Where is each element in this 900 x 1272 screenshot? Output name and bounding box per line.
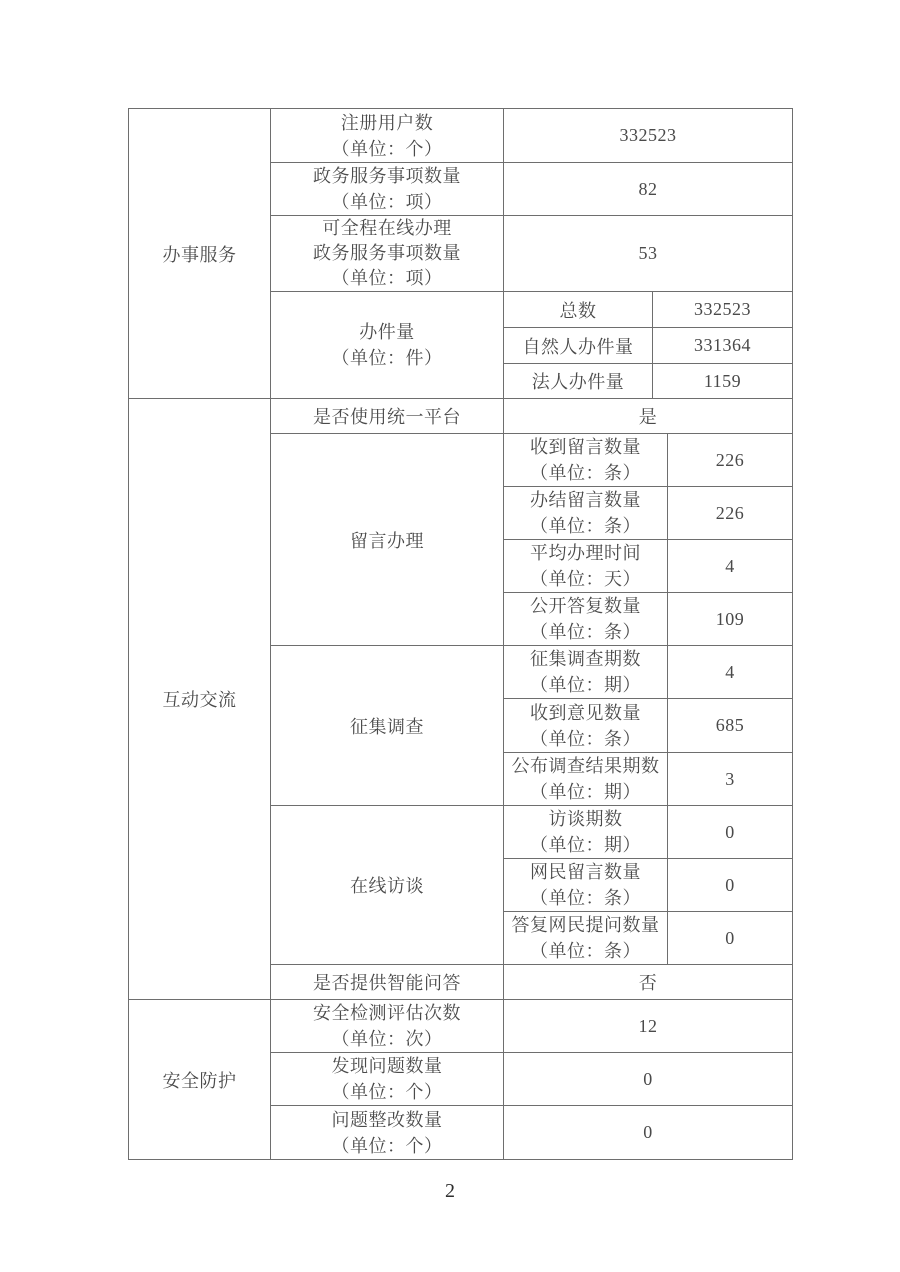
submetric-unit: （单位：条）: [530, 941, 641, 961]
submetric-name: 法人办件量: [531, 372, 625, 392]
submetric-name: 收到意见数量: [530, 702, 641, 723]
metric-name: 安全检测评估次数: [313, 1003, 461, 1023]
submetric-label-cell: [504, 540, 668, 593]
metric-value-cell: 53: [504, 216, 793, 292]
submetric-unit: （单位：条）: [530, 728, 641, 749]
submetric-name: 网民留言数量: [530, 862, 641, 882]
metric-name: 问题整改数量: [331, 1109, 443, 1130]
submetric-value-cell: 0: [668, 912, 793, 965]
metric-label-cell: [271, 109, 504, 163]
metric-name: 政务服务事项数量: [313, 166, 461, 186]
submetric-name: 征集调查期数: [530, 649, 641, 669]
submetric-unit: （单位：条）: [530, 888, 641, 908]
category-cell-security: [129, 1000, 271, 1160]
metric-name: 是否提供智能问答: [313, 973, 461, 993]
metric-label-cell: [271, 1106, 504, 1160]
metric-value-cell: 12: [504, 1000, 793, 1053]
metric-name: 政务服务事项数量: [313, 243, 461, 263]
submetric-name: 办结留言数量: [530, 490, 641, 510]
metric-label-cell: [271, 163, 504, 216]
category-label: 安全防护: [162, 1070, 237, 1091]
submetric-name: 访谈期数: [548, 809, 623, 829]
metric-label-cell: [271, 1053, 504, 1106]
submetric-value-cell: 331364: [653, 328, 793, 364]
submetric-name: 公布调查结果期数: [511, 756, 660, 776]
submetric-value-cell: 0: [668, 806, 793, 859]
submetric-value-cell: 4: [668, 540, 793, 593]
metric-label-cell: [271, 399, 504, 434]
submetric-unit: （单位：期）: [530, 835, 641, 855]
category-cell-interaction: [129, 399, 271, 1000]
annual-report-table: [128, 108, 793, 1160]
group-name: 在线访谈: [350, 876, 424, 896]
submetric-name: 平均办理时间: [530, 543, 641, 563]
metric-unit: （单位：项）: [331, 268, 443, 288]
metric-label-cell: [271, 965, 504, 1000]
group-label-cell-message-handling: [271, 434, 504, 646]
submetric-label-cell: [504, 364, 653, 399]
submetric-name: 收到留言数量: [530, 437, 641, 457]
submetric-value-cell: 332523: [653, 292, 793, 328]
metric-name: 发现问题数量: [331, 1056, 443, 1076]
submetric-value-cell: 0: [668, 859, 793, 912]
metric-value-cell: 82: [504, 163, 793, 216]
metric-unit: （单位：次）: [331, 1029, 443, 1049]
group-name: 留言办理: [350, 530, 424, 551]
category-label: 互动交流: [162, 690, 237, 710]
submetric-value-cell: 685: [668, 699, 793, 753]
submetric-label-cell: [504, 806, 668, 859]
page-number: 2: [445, 1180, 455, 1202]
submetric-value-cell: 226: [668, 487, 793, 540]
metric-unit: （单位：项）: [331, 192, 443, 212]
submetric-unit: （单位：期）: [530, 675, 641, 695]
submetric-label-cell: [504, 434, 668, 487]
submetric-label-cell: [504, 699, 668, 753]
submetric-name: 公开答复数量: [530, 596, 641, 616]
group-label-cell-online-interview: [271, 806, 504, 965]
metric-value-cell: 是: [504, 399, 793, 434]
metric-label-cell: [271, 216, 504, 292]
group-label-cell-case-volume: [271, 292, 504, 399]
submetric-label-cell: [504, 487, 668, 540]
submetric-value-cell: 1159: [653, 364, 793, 399]
submetric-label-cell: [504, 646, 668, 699]
metric-unit: （单位：个）: [331, 138, 443, 159]
metric-value-cell: 否: [504, 965, 793, 1000]
metric-unit: （单位：个）: [331, 1082, 443, 1102]
submetric-label-cell: [504, 753, 668, 806]
metric-value-cell: 332523: [504, 109, 793, 163]
submetric-value-cell: 3: [668, 753, 793, 806]
submetric-unit: （单位：条）: [530, 463, 641, 483]
submetric-unit: （单位：期）: [530, 782, 641, 802]
submetric-name: 自然人办件量: [522, 336, 634, 357]
metric-unit: （单位：个）: [331, 1135, 443, 1156]
submetric-name: 总数: [559, 300, 597, 321]
metric-name: 注册用户数: [340, 112, 434, 133]
submetric-unit: （单位：条）: [530, 622, 641, 642]
group-unit: （单位：件）: [331, 348, 443, 368]
metric-value-cell: 0: [504, 1053, 793, 1106]
submetric-unit: （单位：条）: [530, 516, 641, 536]
submetric-name: 答复网民提问数量: [511, 915, 660, 935]
submetric-value-cell: 109: [668, 593, 793, 646]
category-cell-office-services: [129, 109, 271, 399]
group-label-cell-survey: [271, 646, 504, 806]
submetric-unit: （单位：天）: [530, 569, 641, 589]
group-name: 办件量: [359, 322, 415, 342]
submetric-label-cell: [504, 912, 668, 965]
submetric-label-cell: [504, 292, 653, 328]
group-name: 征集调查: [350, 716, 424, 737]
metric-value-cell: 0: [504, 1106, 793, 1160]
metric-name: 可全程在线办理: [322, 218, 452, 238]
submetric-label-cell: [504, 859, 668, 912]
category-label: 办事服务: [162, 244, 237, 265]
metric-name: 是否使用统一平台: [313, 407, 461, 427]
submetric-value-cell: 226: [668, 434, 793, 487]
metric-label-cell: [271, 1000, 504, 1053]
submetric-label-cell: [504, 328, 653, 364]
submetric-label-cell: [504, 593, 668, 646]
submetric-value-cell: 4: [668, 646, 793, 699]
